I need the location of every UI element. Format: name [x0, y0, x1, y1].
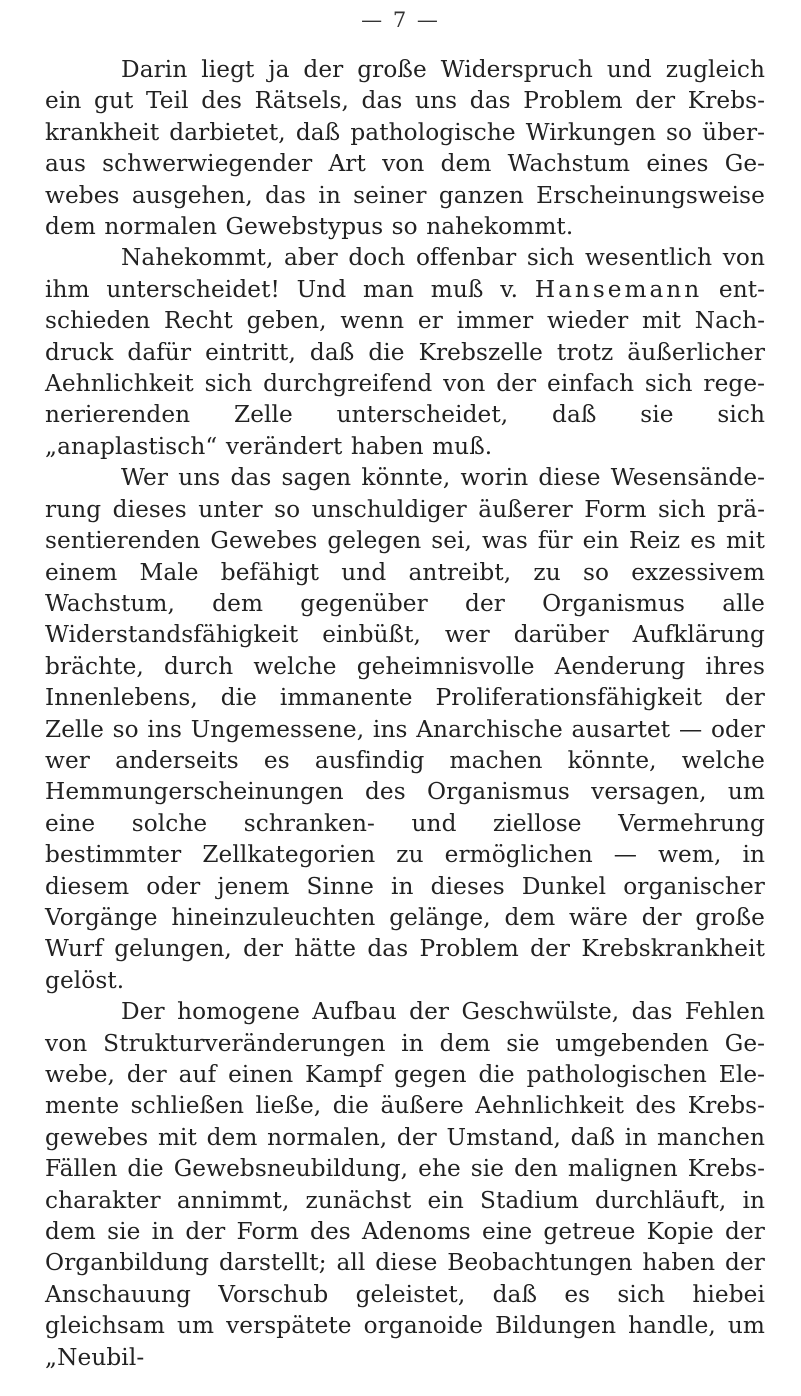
page-number: — 7 —: [361, 8, 440, 32]
body-text: [45, 54, 765, 1373]
paragraph-1: Darin liegt ja der große Widerspruch und zugleich ein gut Teil des Rätsels, das uns das Problem der Krebskrankheit darbietet, daß pathologische Wirkungen so überaus schwerwiegender Art von dem Wachstum eines Gewebes ausgehen, das in seiner ganzen Erscheinungsweise dem normalen Gewebstypus so nahekommt.: [45, 56, 765, 241]
paragraph-4: Der homogene Aufbau der Geschwülste, das Fehlen von Strukturveränderungen in dem sie umgebenden Gewebe, der auf einen Kampf gegen die pathologischen Elemente schließen ließe, die äußere Aehnlichkeit des Krebsgewebes mit dem normalen, der Umstand, daß in manchen Fällen die Gewebsneubildung, ehe sie den malignen Krebscharakter annimmt, zunächst ein Stadium durchläuft, in dem sie in der Form des Adenoms eine getreue Kopie der Organbildung darstellt; all diese Beobachtungen haben der Anschauung Vorschub geleistet, daß es sich hiebei gleichsam um verspätete organoide Bildungen handle, um „Neubil-: [45, 998, 765, 1371]
author-name-hansemann: Hansemann: [534, 275, 703, 303]
paragraph-2: [45, 242, 765, 462]
paragraph-2-after: entschieden Recht geben, wenn er immer wieder mit Nachdruck dafür eintritt, daß die Krebszelle trotz äußerlicher Aehnlichkeit sich durchgreifend von der einfach sich regenerierenden Zelle unterscheidet, daß sie sich „anaplastisch“ verändert haben muß.: [45, 275, 765, 460]
paragraph-3: Wer uns das sagen könnte, worin diese Wesensänderung dieses unter so unschuldiger äußerer Form sich präsentierenden Gewebes gelegen sei, was für ein Reiz es mit einem Male befähigt und antreibt, zu so exzessivem Wachstum, dem gegenüber der Organismus alle Widerstandsfähigkeit einbüßt, wer darüber Aufklärung brächte, durch welche geheimnisvolle Aenderung ihres Innenlebens, die immanente Proliferationsfähigkeit der Zelle so ins Ungemessene, ins Anarchische ausartet — oder wer anderseits es ausfindig machen könnte, welche Hemmungerscheinungen des Organismus versagen, um eine solche schranken- und ziellose Vermehrung bestimmter Zellkategorien zu ermöglichen — wem, in diesem oder jenem Sinne in dieses Dunkel organischer Vorgänge hineinzuleuchten gelänge, dem wäre der große Wurf gelungen, der hätte das Problem der Krebskrankheit gelöst.: [45, 464, 765, 994]
paragraph-2-before: Nahekommt, aber doch offenbar sich wesentlich von ihm unterscheidet! Und man muß v.: [45, 244, 765, 303]
